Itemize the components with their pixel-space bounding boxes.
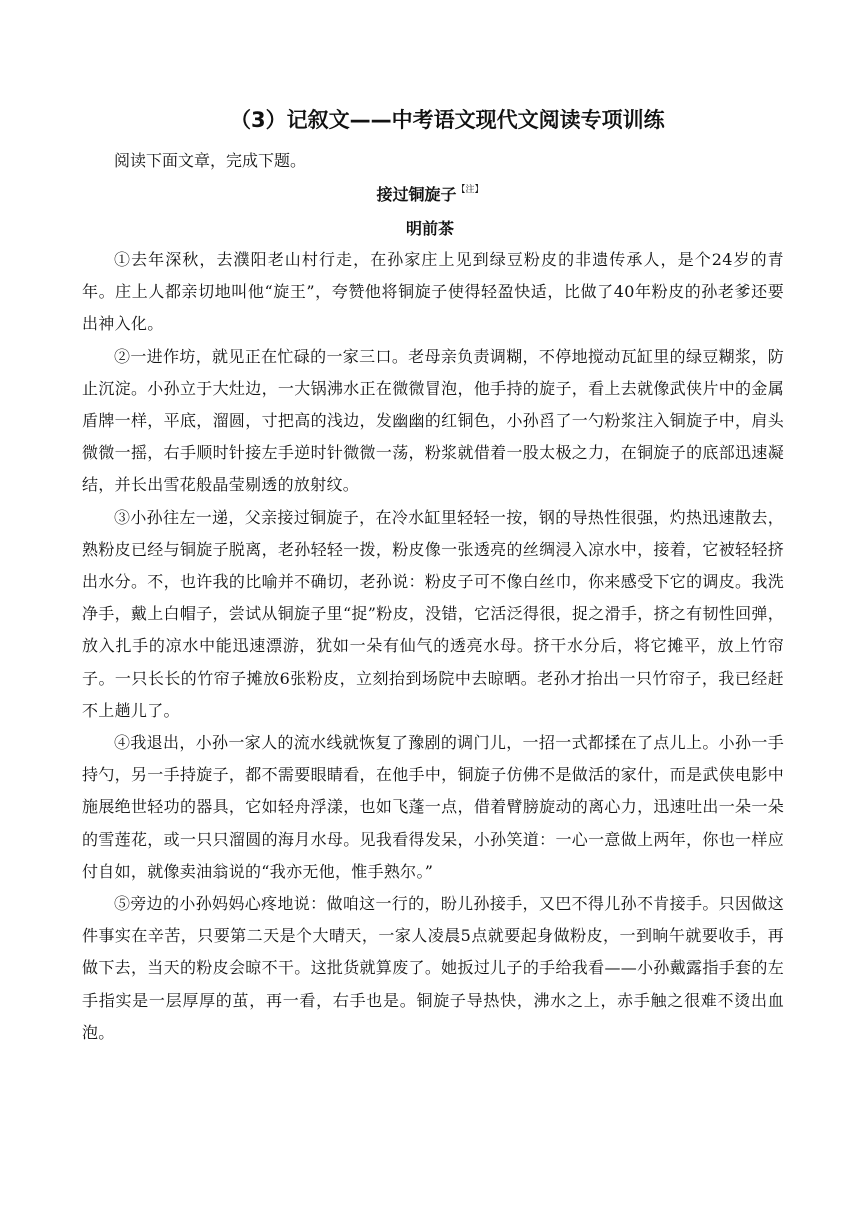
article-title-text: 接过铜旋子 xyxy=(376,185,457,204)
paragraph: ⑤旁边的小孙妈妈心疼地说：做咱这一行的，盼儿孙接手，又巴不得儿孙不肯接手。只因做这件事实在辛苦，只要第二天是个大晴天，一家人凌晨5点就要起身做粉皮，一到晌午就要收手，再做下去，当天的粉皮会晾不干。这批货就算废了。她扳过儿子的手给我看——小孙戴露指手套的左手指实是一层厚厚的茧，再一看，右手也是。铜旋子导热快，沸水之上，赤手触之很难不烫出血泡。 xyxy=(82,894,784,1042)
article-title xyxy=(0,182,860,205)
instruction-text: 阅读下面文章，完成下题。 xyxy=(114,151,307,170)
paragraph: ③小孙往左一递，父亲接过铜旋子，在冷水缸里轻轻一按，钢的导热性很强，灼热迅速散去，熟粉皮已经与铜旋子脱离，老孙轻轻一拨，粉皮像一张透亮的丝绸浸入凉水中，接着，它被轻轻挤出水分。不，也许我的比喻并不确切，老孙说：粉皮子可不像白丝巾，你来感受下它的调皮。我洗净手，戴上白帽子，尝试从铜旋子里“捉”粉皮，没错，它活泛得很，捉之滑手，挤之有韧性回弹，放入扎手的凉水中能迅速漂游，犹如一朵有仙气的透亮水母。挤干水分后，将它摊平，放上竹帘子。一只长长的竹帘子摊放6张粉皮，立刻抬到场院中去晾晒。老孙才抬出一只竹帘子，我已经赶不上趟儿了。 xyxy=(82,507,784,720)
article-author: 明前茶 xyxy=(405,219,454,238)
paragraph: ②一进作坊，就见正在忙碌的一家三口。老母亲负责调糊，不停地搅动瓦缸里的绿豆糊浆，防止沉淀。小孙立于大灶边，一大锅沸水正在微微冒泡，他手持的旋子，看上去就像武侠片中的金属盾牌一样，平底，溜圆，寸把高的浅边，发幽幽的红铜色，小孙舀了一勺粉浆注入铜旋子中，肩头微微一摇，右手顺时针接左手逆时针微微一荡，粉浆就借着一股太极之力，在铜旋子的底部迅速凝结，并长出雪花般晶莹剔透的放射纹。 xyxy=(82,346,784,495)
paragraph: ④我退出，小孙一家人的流水线就恢复了豫剧的调门儿，一招一式都揉在了点儿上。小孙一手持勺，另一手持旋子，都不需要眼睛看，在他手中，铜旋子仿佛不是做活的家什，而是武侠电影中施展绝世轻功的器具，它如轻舟浮漾，也如飞蓬一点，借着臂膀旋动的离心力，迅速吐出一朵一朵的雪莲花，或一只只溜圆的海月水母。见我看得发呆，小孙笑道：一心一意做上两年，你也一样应付自如，就像卖油翁说的“我亦无他，惟手熟尔。” xyxy=(82,733,784,881)
article-body xyxy=(82,244,784,1049)
paragraph: ①去年深秋，去濮阳老山村行走，在孙家庄上见到绿豆粉皮的非遗传承人，是个24岁的青年。庄上人都亲切地叫他“旋王”，夸赞他将铜旋子使得轻盈快适，比做了40年粉皮的孙老爹还要出神入化。 xyxy=(82,250,784,334)
document-title: （3）记叙文——中考语文现代文阅读专项训练 xyxy=(230,108,665,132)
article-title-note: 【注】 xyxy=(456,185,484,195)
